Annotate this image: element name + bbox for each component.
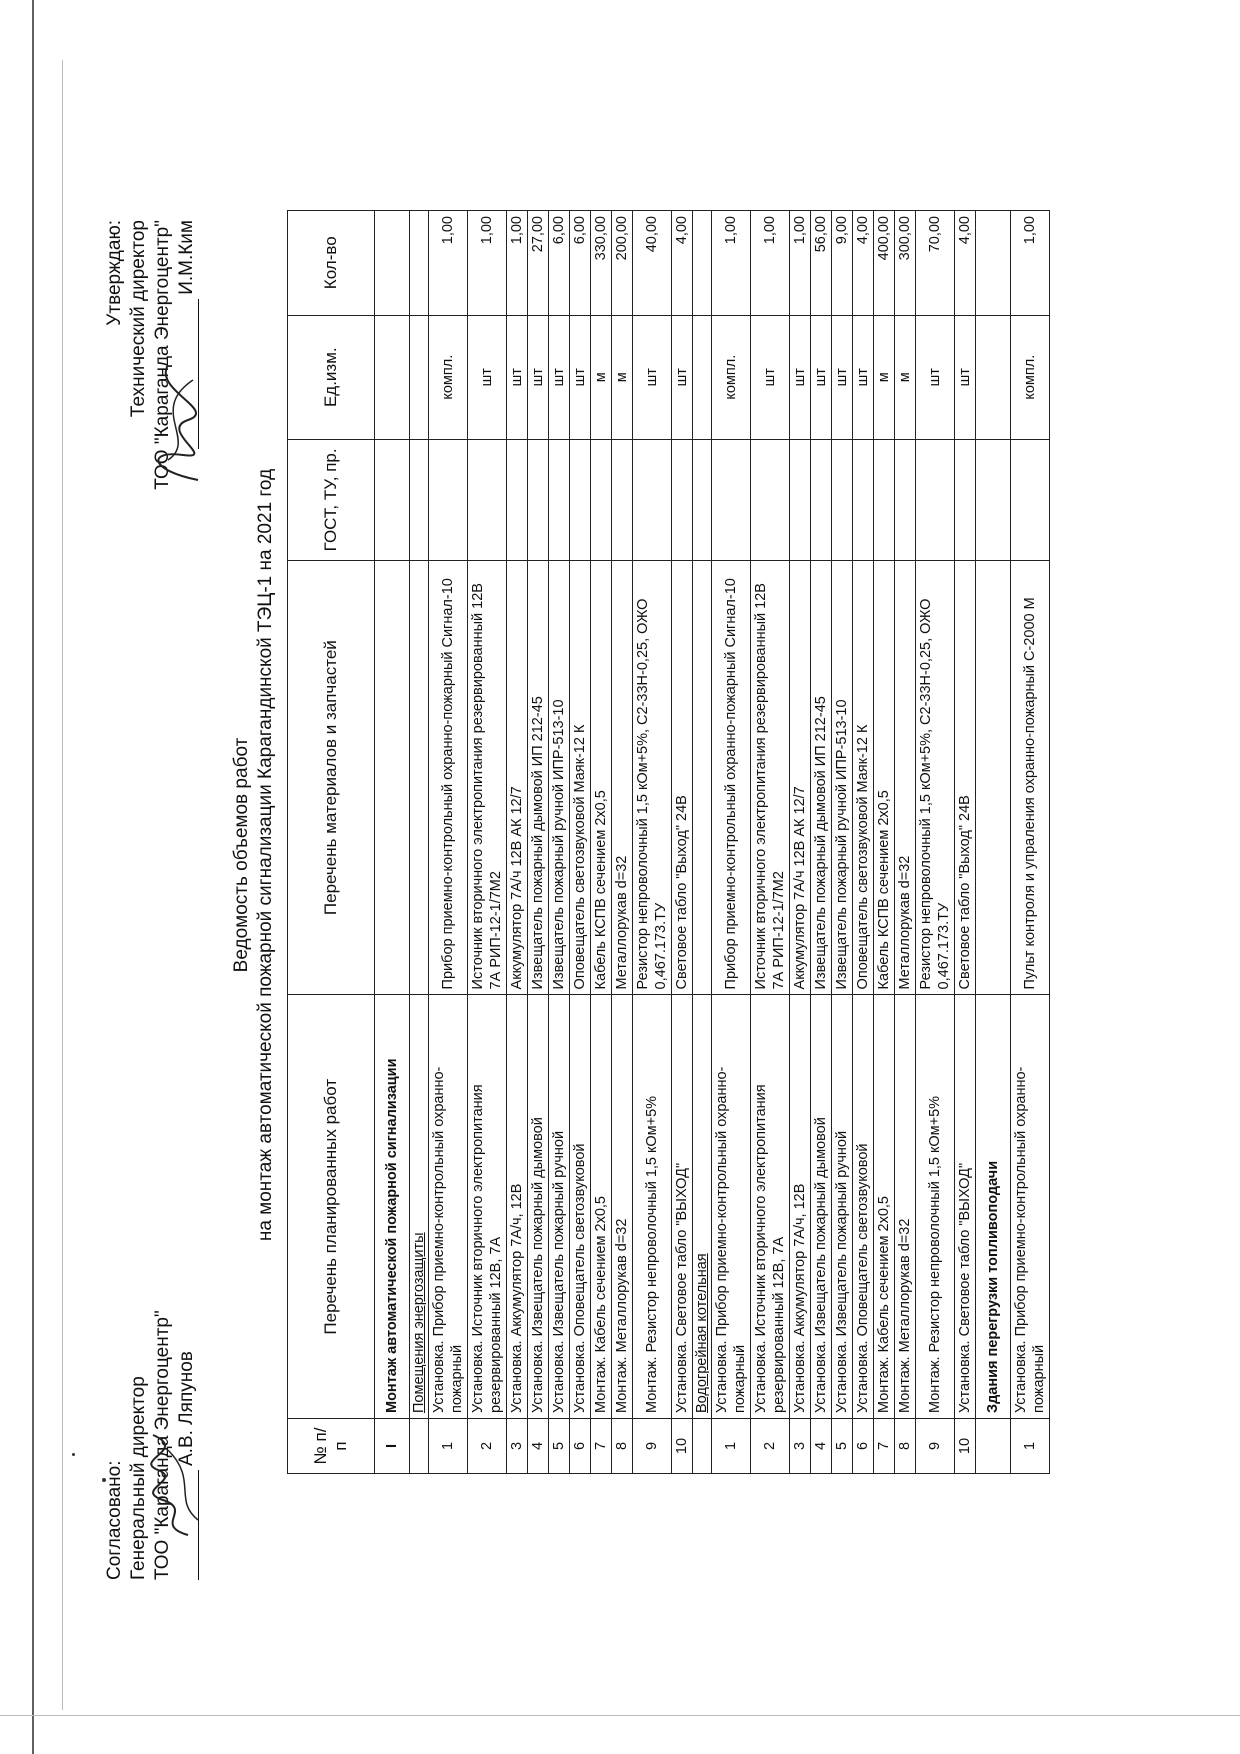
- cell-unit: шт: [751, 315, 790, 439]
- table-row: [895, 211, 916, 1474]
- cell-quantity: 1,00: [790, 211, 811, 316]
- scan-speck: [72, 1453, 75, 1456]
- cell-gost: [955, 439, 976, 560]
- cell-material: [976, 560, 1011, 995]
- cell-material: Световое табло "Выход" 24В: [955, 560, 976, 995]
- cell-work: Установка. Оповещатель светозвуковой: [853, 995, 874, 1419]
- cell-material: Пульт контроля и упраления охранно-пожарный С-2000 М: [1011, 560, 1050, 995]
- cell-material: Извещатель пожарный ручной ИПР-513-10: [549, 560, 570, 995]
- cell-material: Оповещатель светозвуковой Маяк-12 К: [570, 560, 591, 995]
- scan-edge: [32, 0, 34, 1754]
- cell-work: Установка. Источник вторичного электропитания резервированный 12В, 7А: [751, 995, 790, 1419]
- cell-number: 5: [549, 1419, 570, 1474]
- subsection-row: [410, 211, 429, 1474]
- approval-position: Технический директор: [128, 220, 149, 418]
- table-row: [832, 211, 853, 1474]
- cell-material: Аккумулятор 7А/ч 12В АК 12/7: [507, 560, 528, 995]
- cell-unit: шт: [507, 315, 528, 439]
- cell-unit: шт: [955, 315, 976, 439]
- cell-unit: шт: [811, 315, 832, 439]
- table-row: [751, 211, 790, 1474]
- approval-name: А.В. Ляпунов: [176, 1351, 197, 1466]
- cell-number: 10: [672, 1419, 693, 1474]
- cell-material: Кабель КСПВ сечением 2х0,5: [874, 560, 895, 995]
- cell-gost: [693, 439, 712, 560]
- cell-unit: м: [895, 315, 916, 439]
- document-page: [95, 130, 1165, 1580]
- cell-number: 3: [507, 1419, 528, 1474]
- cell-gost: [874, 439, 895, 560]
- cell-gost: [976, 439, 1011, 560]
- cell-gost: [375, 439, 410, 560]
- cell-work: Установка. Извещатель пожарный дымовой: [528, 995, 549, 1419]
- cell-work: Водогрейная котельная: [693, 995, 712, 1419]
- cell-quantity: [410, 211, 429, 316]
- subsection-row: [693, 211, 712, 1474]
- title-line-1: Ведомость объемов работ: [231, 737, 252, 973]
- table-row: [790, 211, 811, 1474]
- cell-quantity: 6,00: [570, 211, 591, 316]
- cell-work: Установка. Извещатель пожарный ручной: [832, 995, 853, 1419]
- cell-number: 6: [853, 1419, 874, 1474]
- table-row: [633, 211, 672, 1474]
- header-quantity: Кол-во: [288, 211, 375, 316]
- header-gost: ГОСТ, ТУ, пр.: [288, 439, 375, 560]
- cell-unit: шт: [528, 315, 549, 439]
- cell-number: 8: [895, 1419, 916, 1474]
- cell-quantity: 56,00: [811, 211, 832, 316]
- cell-gost: [790, 439, 811, 560]
- cell-unit: компл.: [712, 315, 751, 439]
- cell-gost: [633, 439, 672, 560]
- cell-unit: м: [591, 315, 612, 439]
- approval-org: ТОО "Караганда Энергоцентр": [152, 1310, 173, 1580]
- table-row: [528, 211, 549, 1474]
- table-row: [916, 211, 955, 1474]
- cell-unit: шт: [633, 315, 672, 439]
- cell-number: 9: [633, 1419, 672, 1474]
- cell-number: [976, 1419, 1011, 1474]
- cell-material: Извещатель пожарный ручной ИПР-513-10: [832, 560, 853, 995]
- cell-work: Монтаж. Резистор непроволочный 1,5 кОм+5%: [916, 995, 955, 1419]
- approval-org: ТОО "Караганда Энергоцентр": [152, 220, 173, 490]
- cell-gost: [895, 439, 916, 560]
- cell-number: 2: [751, 1419, 790, 1474]
- cell-number: [410, 1419, 429, 1474]
- cell-material: Кабель КСПВ сечением 2х0,5: [591, 560, 612, 995]
- table-row: [811, 211, 832, 1474]
- cell-work: Монтаж. Металлорукав d=32: [612, 995, 633, 1419]
- table-row: [955, 211, 976, 1474]
- approval-block-approved: [103, 220, 199, 640]
- cell-gost: [853, 439, 874, 560]
- cell-unit: шт: [549, 315, 570, 439]
- cell-material: Металлорукав d=32: [612, 560, 633, 995]
- cell-quantity: 300,00: [895, 211, 916, 316]
- cell-unit: [410, 315, 429, 439]
- table-row: [468, 211, 507, 1474]
- cell-number: 7: [874, 1419, 895, 1474]
- cell-number: 7: [591, 1419, 612, 1474]
- cell-material: Прибор приемно-контрольный охранно-пожарный Сигнал-10: [429, 560, 468, 995]
- cell-unit: м: [874, 315, 895, 439]
- cell-unit: шт: [916, 315, 955, 439]
- signature-image: [143, 1430, 203, 1540]
- cell-quantity: [375, 211, 410, 316]
- cell-unit: [976, 315, 1011, 439]
- cell-gost: [549, 439, 570, 560]
- cell-quantity: 1,00: [1011, 211, 1050, 316]
- cell-work: Установка. Извещатель пожарный дымовой: [811, 995, 832, 1419]
- approval-label: Утверждаю:: [104, 220, 125, 326]
- cell-quantity: 1,00: [751, 211, 790, 316]
- cell-number: 1: [429, 1419, 468, 1474]
- cell-material: [693, 560, 712, 995]
- cell-gost: [591, 439, 612, 560]
- cell-unit: шт: [832, 315, 853, 439]
- cell-unit: шт: [853, 315, 874, 439]
- table-row: [591, 211, 612, 1474]
- header-number: № п/п: [288, 1419, 375, 1474]
- cell-gost: [468, 439, 507, 560]
- cell-work: Установка. Аккумулятор 7А/ч, 12В: [507, 995, 528, 1419]
- cell-unit: [375, 315, 410, 439]
- cell-material: Резистор непроволочный 1,5 кОм+5%, С2-33Н-0,25, ОЖО 0,467.173.ТУ: [633, 560, 672, 995]
- table-row: [570, 211, 591, 1474]
- cell-quantity: 4,00: [853, 211, 874, 316]
- table-row: [507, 211, 528, 1474]
- cell-work: Установка. Аккумулятор 7А/ч, 12В: [790, 995, 811, 1419]
- cell-gost: [570, 439, 591, 560]
- header-works: Перечень планированных работ: [288, 995, 375, 1419]
- cell-unit: шт: [468, 315, 507, 439]
- cell-work: Монтаж. Кабель сечением 2х0,5: [591, 995, 612, 1419]
- cell-work: Установка. Прибор приемно-контрольный охранно-пожарный: [429, 995, 468, 1419]
- cell-quantity: 70,00: [916, 211, 955, 316]
- approval-name: И.М.Ким: [176, 220, 197, 295]
- cell-quantity: 4,00: [955, 211, 976, 316]
- cell-number: 1: [712, 1419, 751, 1474]
- cell-work: Здания перегрузки топливоподачи: [976, 995, 1011, 1419]
- cell-work: Монтаж. Резистор непроволочный 1,5 кОм+5%: [633, 995, 672, 1419]
- cell-gost: [612, 439, 633, 560]
- cell-work: Установка. Прибор приемно-контрольный охранно-пожарный: [1011, 995, 1050, 1419]
- cell-gost: [916, 439, 955, 560]
- cell-gost: [811, 439, 832, 560]
- cell-number: 8: [612, 1419, 633, 1474]
- header-unit: Ед.изм.: [288, 315, 375, 439]
- cell-quantity: 1,00: [507, 211, 528, 316]
- cell-quantity: [693, 211, 712, 316]
- cell-gost: [410, 439, 429, 560]
- cell-quantity: 9,00: [832, 211, 853, 316]
- cell-quantity: 6,00: [549, 211, 570, 316]
- cell-work: Установка. Световое табло "ВЫХОД": [672, 995, 693, 1419]
- approval-position: Генеральный директор: [128, 1376, 149, 1580]
- table-row: [549, 211, 570, 1474]
- approval-label: Согласовано:: [104, 1460, 125, 1580]
- cell-work: Установка. Извещатель пожарный ручной: [549, 995, 570, 1419]
- cell-material: [410, 560, 429, 995]
- cell-gost: [712, 439, 751, 560]
- cell-material: Оповещатель светозвуковой Маяк-12 К: [853, 560, 874, 995]
- cell-work: Монтаж. Металлорукав d=32: [895, 995, 916, 1419]
- table-header-row: [288, 211, 375, 1474]
- cell-material: Аккумулятор 7А/ч 12В АК 12/7: [790, 560, 811, 995]
- table-row: [1011, 211, 1050, 1474]
- cell-quantity: [976, 211, 1011, 316]
- cell-gost: [672, 439, 693, 560]
- cell-unit: шт: [790, 315, 811, 439]
- scan-edge: [0, 1715, 1240, 1716]
- cell-work: Установка. Прибор приемно-контрольный охранно-пожарный: [712, 995, 751, 1419]
- cell-unit: [693, 315, 712, 439]
- cell-unit: компл.: [429, 315, 468, 439]
- cell-material: [375, 560, 410, 995]
- cell-gost: [528, 439, 549, 560]
- cell-gost: [832, 439, 853, 560]
- cell-quantity: 4,00: [672, 211, 693, 316]
- cell-quantity: 1,00: [468, 211, 507, 316]
- cell-material: Извещатель пожарный дымовой ИП 212-45: [528, 560, 549, 995]
- cell-quantity: 1,00: [429, 211, 468, 316]
- cell-number: 4: [528, 1419, 549, 1474]
- cell-number: 4: [811, 1419, 832, 1474]
- title-line-2: на монтаж автоматической пожарной сигнализации Карагандинской ТЭЦ-1 на 2021 год: [255, 468, 276, 1242]
- cell-quantity: 330,00: [591, 211, 612, 316]
- cell-work: Монтаж автоматической пожарной сигнализации: [375, 995, 410, 1419]
- cell-material: Резистор непроволочный 1,5 кОм+5%, С2-33Н-0,25, ОЖО 0,467.173.ТУ: [916, 560, 955, 995]
- cell-quantity: 40,00: [633, 211, 672, 316]
- table-row: [672, 211, 693, 1474]
- table-row: [712, 211, 751, 1474]
- approval-block-agreed: [103, 1160, 199, 1580]
- cell-gost: [507, 439, 528, 560]
- cell-quantity: 200,00: [612, 211, 633, 316]
- cell-number: I: [375, 1419, 410, 1474]
- cell-unit: шт: [672, 315, 693, 439]
- cell-number: 1: [1011, 1419, 1050, 1474]
- cell-unit: шт: [570, 315, 591, 439]
- cell-material: Прибор приемно-контрольный охранно-пожарный Сигнал-10: [712, 560, 751, 995]
- section-row: [375, 211, 410, 1474]
- cell-number: 10: [955, 1419, 976, 1474]
- cell-unit: компл.: [1011, 315, 1050, 439]
- cell-number: 3: [790, 1419, 811, 1474]
- cell-material: Световое табло "Выход" 24В: [672, 560, 693, 995]
- cell-material: Металлорукав d=32: [895, 560, 916, 995]
- cell-work: Установка. Световое табло "ВЫХОД": [955, 995, 976, 1419]
- cell-material: Источник вторичного электропитания резервированный 12В 7А РИП-12-1/7М2: [468, 560, 507, 995]
- cell-gost: [1011, 439, 1050, 560]
- cell-number: 2: [468, 1419, 507, 1474]
- table-row: [853, 211, 874, 1474]
- table-row: [874, 211, 895, 1474]
- document-title: [230, 130, 278, 1580]
- cell-quantity: 1,00: [712, 211, 751, 316]
- header-materials: Перечень материалов и запчастей: [288, 560, 375, 995]
- cell-work: Установка. Оповещатель светозвуковой: [570, 995, 591, 1419]
- cell-work: Установка. Источник вторичного электропитания резервированный 12В, 7А: [468, 995, 507, 1419]
- cell-material: Извещатель пожарный дымовой ИП 212-45: [811, 560, 832, 995]
- works-table: [287, 210, 1050, 1474]
- cell-quantity: 27,00: [528, 211, 549, 316]
- cell-quantity: 400,00: [874, 211, 895, 316]
- cell-unit: м: [612, 315, 633, 439]
- signature-image: [138, 360, 208, 490]
- cell-number: [693, 1419, 712, 1474]
- cell-material: Источник вторичного электропитания резервированный 12В 7А РИП-12-1/7М2: [751, 560, 790, 995]
- scan-edge: [62, 60, 63, 1710]
- table-row: [429, 211, 468, 1474]
- cell-gost: [751, 439, 790, 560]
- cell-number: 6: [570, 1419, 591, 1474]
- table-body: [375, 211, 1050, 1474]
- cell-work: Помещения энергозащиты: [410, 995, 429, 1419]
- table-row: [612, 211, 633, 1474]
- cell-number: 9: [916, 1419, 955, 1474]
- cell-work: Монтаж. Кабель сечением 2х0,5: [874, 995, 895, 1419]
- cell-gost: [429, 439, 468, 560]
- cell-number: 5: [832, 1419, 853, 1474]
- section-row: [976, 211, 1011, 1474]
